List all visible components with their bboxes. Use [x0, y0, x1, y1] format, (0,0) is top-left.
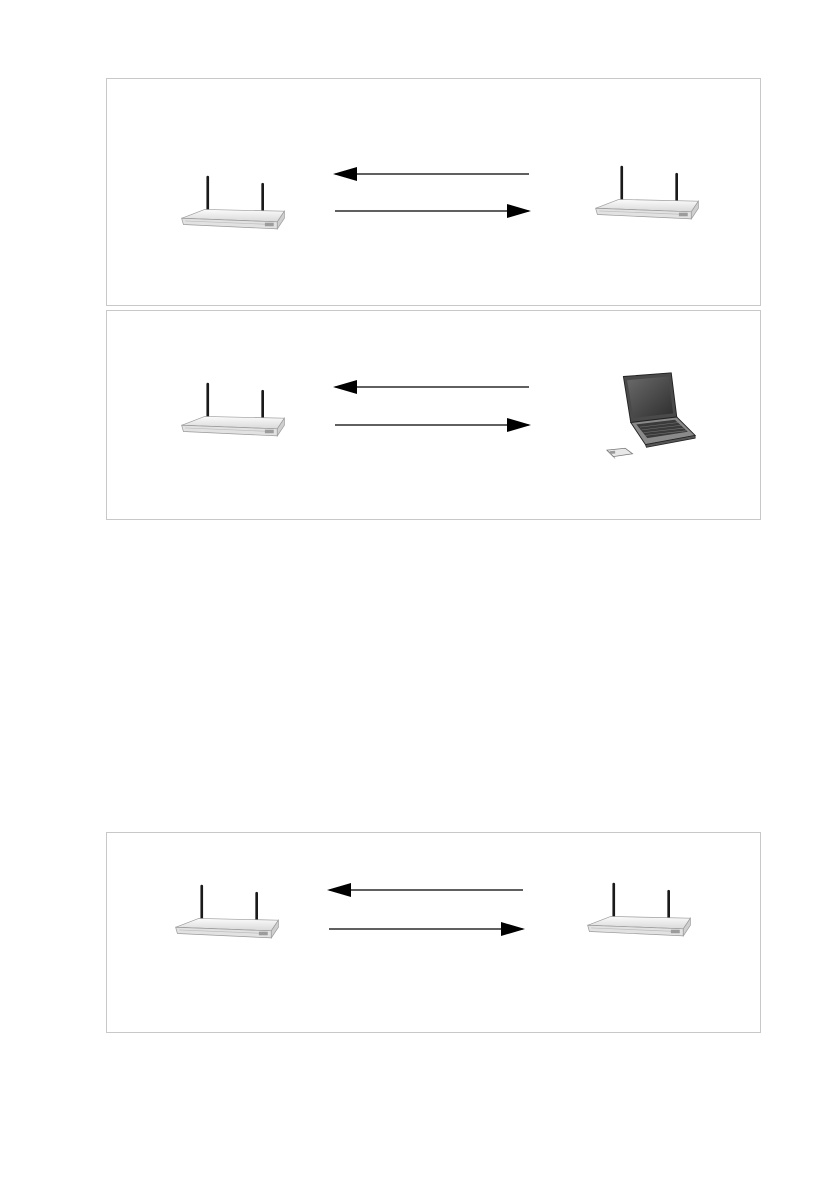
- right-router-icon: [596, 166, 699, 219]
- diagram-panel-router-to-router-2: [106, 832, 761, 1033]
- panel-1-canvas: [107, 79, 762, 307]
- diagram-panel-router-to-laptop: [106, 310, 761, 520]
- diagram-panel-router-to-router: [106, 78, 761, 306]
- laptop-with-wlan-card-icon: [607, 373, 695, 459]
- left-router-icon: [176, 885, 279, 938]
- right-router-icon: [588, 883, 691, 936]
- left-router-icon: [182, 176, 285, 229]
- panel-2-canvas: [107, 311, 762, 521]
- panel-3-canvas: [107, 833, 762, 1034]
- left-router-icon: [182, 383, 285, 436]
